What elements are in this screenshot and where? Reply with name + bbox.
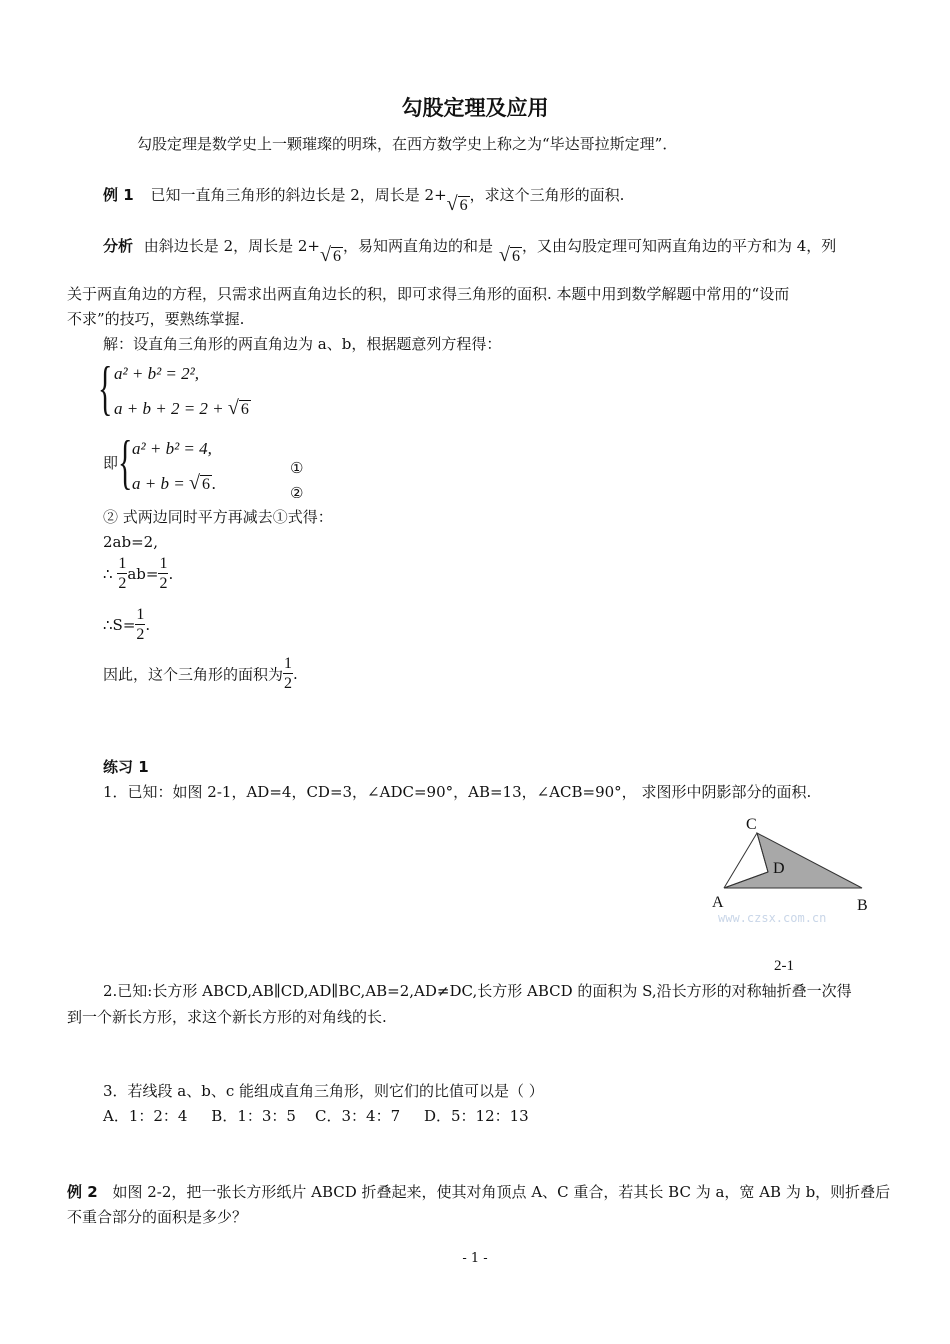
fraction-half: $\frac{1}{2}$ [284, 655, 293, 692]
exercise1-q2-line1: 2.已知:长方形 ABCD,AB∥CD,AD∥BC,AB=2,AD≠DC,长方形 ABCD 的面积为 S,沿长方形的对称轴折叠一次得 [103, 982, 852, 1000]
system2-eq2: a + b = √ 6 . [132, 472, 217, 494]
analysis-label: 分析 [103, 237, 134, 255]
example2-text: 如图 2-2，把一张长方形纸片 ABCD 折叠起来，使其对角顶点 A、C 重合，若其长 BC 为 a，宽 AB 为 b，则折叠后 [112, 1183, 891, 1201]
example1-text-b: ，求这个三角形的面积. [469, 186, 625, 204]
system2-brace: { [118, 429, 133, 495]
solution-step4: ∴S= $\frac{1}{2}$ . [103, 606, 151, 643]
system1-eq2: a + b + 2 = 2 + √ 6 [114, 397, 249, 419]
figure-2-1 [700, 810, 880, 980]
analysis-line2: 关于两直角边的方程，只需求出两直角边长的积，即可求得三角形的面积. 本题中用到数学解题中常用的“设而 [67, 285, 790, 303]
ji-label: 即 [103, 454, 119, 472]
label-b: B [857, 897, 868, 914]
system1-eq1: a² + b² = 2², [114, 364, 199, 383]
fraction-half: $\frac{1}{2}$ [118, 555, 127, 592]
analysis-line3: 不求”的技巧，要熟练掌握. [67, 310, 245, 328]
exercise1-q3: 3．若线段 a、b、c 能组成直角三角形，则它们的比值可以是（ ） [103, 1082, 544, 1100]
analysis-line1 [103, 235, 836, 267]
exercise1-q2-line2: 到一个新长方形，求这个新长方形的对角线的长. [67, 1008, 387, 1026]
solution-step1: ② 式两边同时平方再减去①式得： [103, 508, 333, 526]
label-c: C [746, 816, 757, 833]
intro-paragraph: 勾股定理是数学史上一颗璀璨的明珠，在西方数学史上称之为“毕达哥拉斯定理”． [137, 135, 678, 153]
system1-brace: { [98, 355, 113, 421]
solution-step3: ∴ $\frac{1}{2}$ ab= $\frac{1}{2}$ . [103, 555, 174, 592]
analysis-text-b: ，易知两直角边的和是 [342, 237, 493, 255]
watermark: www.czsx.com.cn [718, 911, 827, 925]
example2-line2: 不重合部分的面积是多少？ [67, 1208, 248, 1226]
solution-conclusion: 因此，这个三角形的面积为 $\frac{1}{2}$ . [103, 655, 298, 692]
exercise1-q3-options: A．1：2：4 B．1：3：5 C．3：4：7 D．5：12：13 [103, 1107, 529, 1125]
fraction-half: $\frac{1}{2}$ [136, 606, 145, 643]
equation-mark-2: ② [290, 484, 304, 498]
sqrt-6: √ 6 [446, 193, 468, 215]
solution-step2: 2ab=2, [103, 533, 158, 551]
solution-intro: 解：设直角三角形的两直角边为 a、b，根据题意列方程得： [103, 335, 502, 353]
exercise1-q1: 1．已知：如图 2-1，AD=4，CD=3，∠ADC=90°，AB=13，∠ACB=90°， 求图形中阴影部分的面积. [103, 783, 812, 801]
figure-caption: 2-1 [774, 958, 794, 974]
exercise1-label: 练习 1 [103, 758, 149, 776]
system2-eq1: a² + b² = 4, [132, 439, 212, 458]
example2-line1 [67, 1181, 890, 1202]
analysis-text-a: 由斜边长是 2，周长是 2+ [143, 237, 320, 255]
label-a: A [712, 894, 724, 911]
shaded-region [724, 833, 862, 888]
label-d: D [773, 860, 785, 877]
equation-mark-1: ① [290, 459, 304, 477]
page-number: - 1 - [462, 1251, 488, 1266]
fraction-half: $\frac{1}{2}$ [159, 555, 168, 592]
example1-text-a: 已知一直角三角形的斜边长是 2，周长是 2+ [150, 186, 447, 204]
example2-label: 例 2 [67, 1183, 98, 1201]
example1-label: 例 1 [103, 186, 134, 204]
example1-line [103, 184, 624, 216]
sqrt-6: √ 6 [320, 244, 341, 266]
page-title: 勾股定理及应用 [401, 96, 549, 120]
analysis-text-c: ，又由勾股定理可知两直角边的平方和为 4，列 [521, 237, 837, 255]
sqrt-6: √ 6 [499, 244, 520, 266]
